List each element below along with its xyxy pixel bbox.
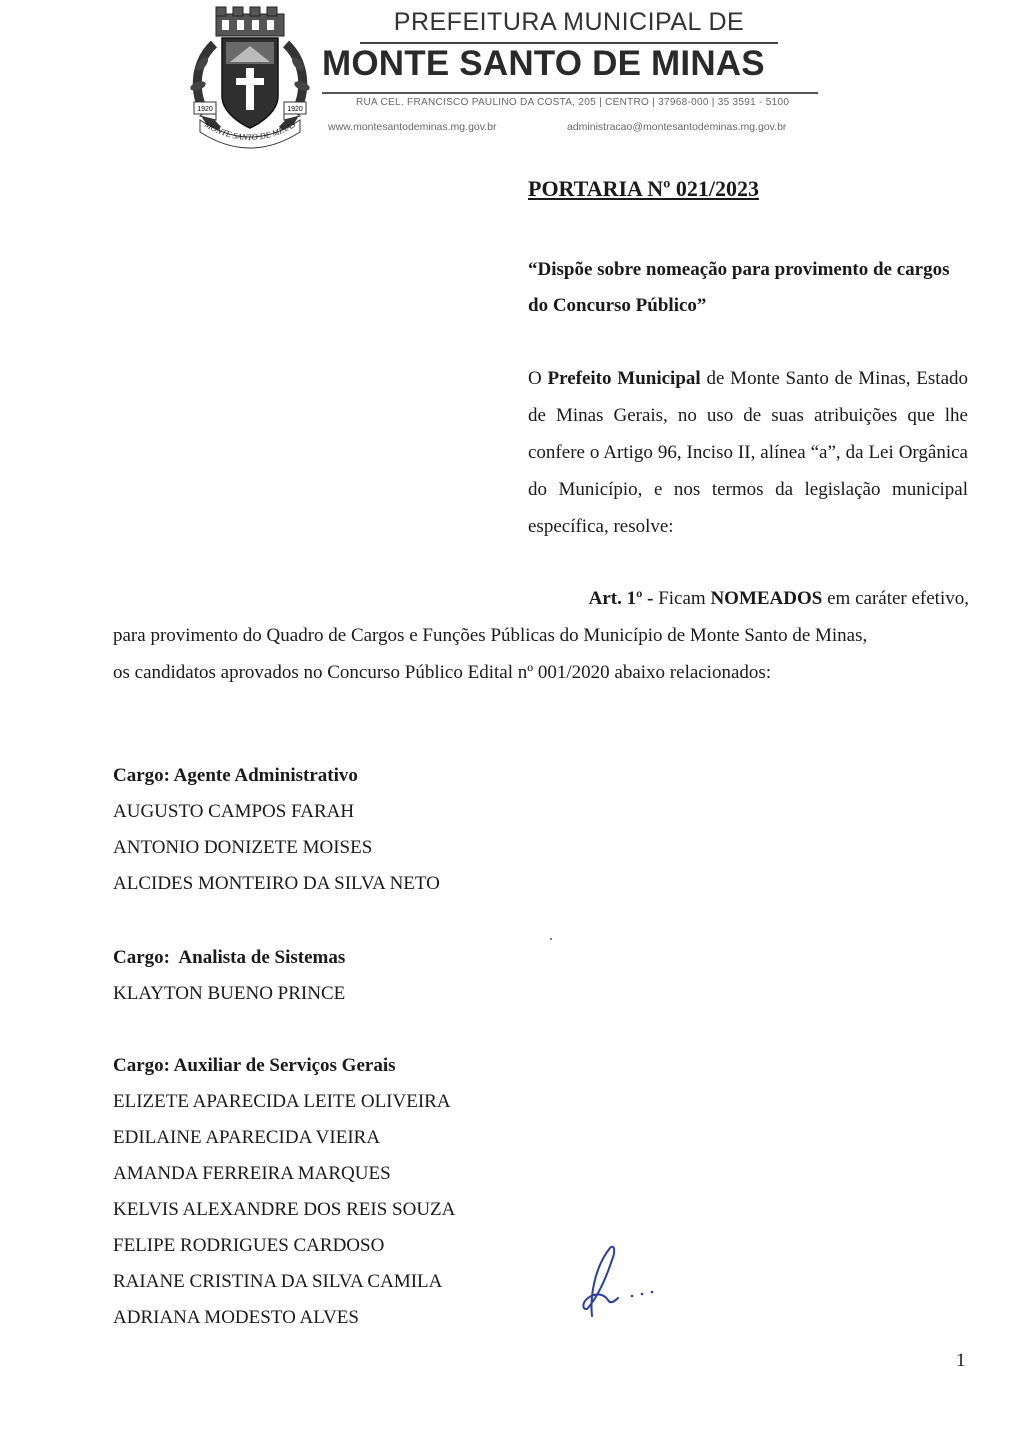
appointee-name: ADRIANA MODESTO ALVES [113,1307,359,1328]
letterhead-email: administracao@montesantodeminas.mg.gov.br [567,121,787,133]
document-title: PORTARIA Nº 021/2023 [528,176,759,201]
letterhead-rule-lower [322,92,818,94]
appointee-name: AMANDA FERREIRA MARQUES [113,1163,391,1184]
article-1 [113,580,969,691]
preamble-start: O [528,368,542,389]
cargo-heading: Cargo: Agente Administrativo [113,765,358,786]
cargo-heading: Cargo: Analista de Sistemas [113,947,346,968]
article-1-line2: para provimento do Quadro de Cargos e Funções Públicas do Município de Monte Santo de Minas, [113,625,868,646]
scan-speck [550,938,552,940]
letterhead-line1: PREFEITURA MUNICIPAL DE [393,8,745,36]
preamble-bold: Prefeito Municipal [547,368,701,389]
appointee-name: ALCIDES MONTEIRO DA SILVA NETO [113,873,440,894]
preamble-rest: de Monte Santo de Minas, Estado de Minas Gerais, no uso de suas atribuições que lhe confere o Artigo 96, Inciso II, alínea “a”, da Lei Orgânica do Município, e nos termos da legislação municipal específica, resolve: [528,368,969,537]
article-1-pre: Ficam [658,588,706,609]
appointee-name: FELIPE RODRIGUES CARDOSO [113,1235,385,1256]
appointee-name: KELVIS ALEXANDRE DOS REIS SOUZA [113,1199,456,1220]
article-1-bold: NOMEADOS [710,588,823,609]
appointee-name: ELIZETE APARECIDA LEITE OLIVEIRA [113,1091,451,1112]
article-1-label: Art. 1º - [588,588,654,609]
appointee-name: AUGUSTO CAMPOS FARAH [113,801,355,822]
cargo-group [113,1048,455,1336]
crest-year-left: 1920 [197,106,213,113]
crest-scroll-text: MONTE SANTO DE MINAS [202,119,298,143]
cargo-heading: Cargo: Auxiliar de Serviços Gerais [113,1055,396,1076]
cargo-group [113,758,440,902]
page-number: 1 [956,1350,966,1371]
crest-year-right: 1920 [287,106,303,113]
appointee-name: EDILAINE APARECIDA VIEIRA [113,1127,381,1148]
letterhead-website: www.montesantodeminas.mg.gov.br [328,121,497,133]
appointee-name: ANTONIO DONIZETE MOISES [113,837,373,858]
cargo-group [113,940,345,1012]
article-1-line1-rest: em caráter efetivo, [827,588,969,609]
article-1-line3: os candidatos aprovados no Concurso Público Edital nº 001/2020 abaixo relacionados: [113,662,772,683]
letterhead-address: RUA CEL. FRANCISCO PAULINO DA COSTA, 205 | CENTRO | 37968-000 | 35 3591 - 5100 [356,97,790,108]
appointee-name: KLAYTON BUENO PRINCE [113,983,346,1004]
document-preamble [528,360,968,545]
document-ementa: “Dispõe sobre nomeação para provimento de cargos do Concurso Público” [528,259,950,316]
appointee-name: RAIANE CRISTINA DA SILVA CAMILA [113,1271,443,1292]
handwritten-signature-icon [570,1238,660,1328]
municipal-crest-icon [186,4,314,150]
letterhead-municipality: MONTE SANTO DE MINAS [322,44,765,83]
article-1-line1 [113,580,969,617]
